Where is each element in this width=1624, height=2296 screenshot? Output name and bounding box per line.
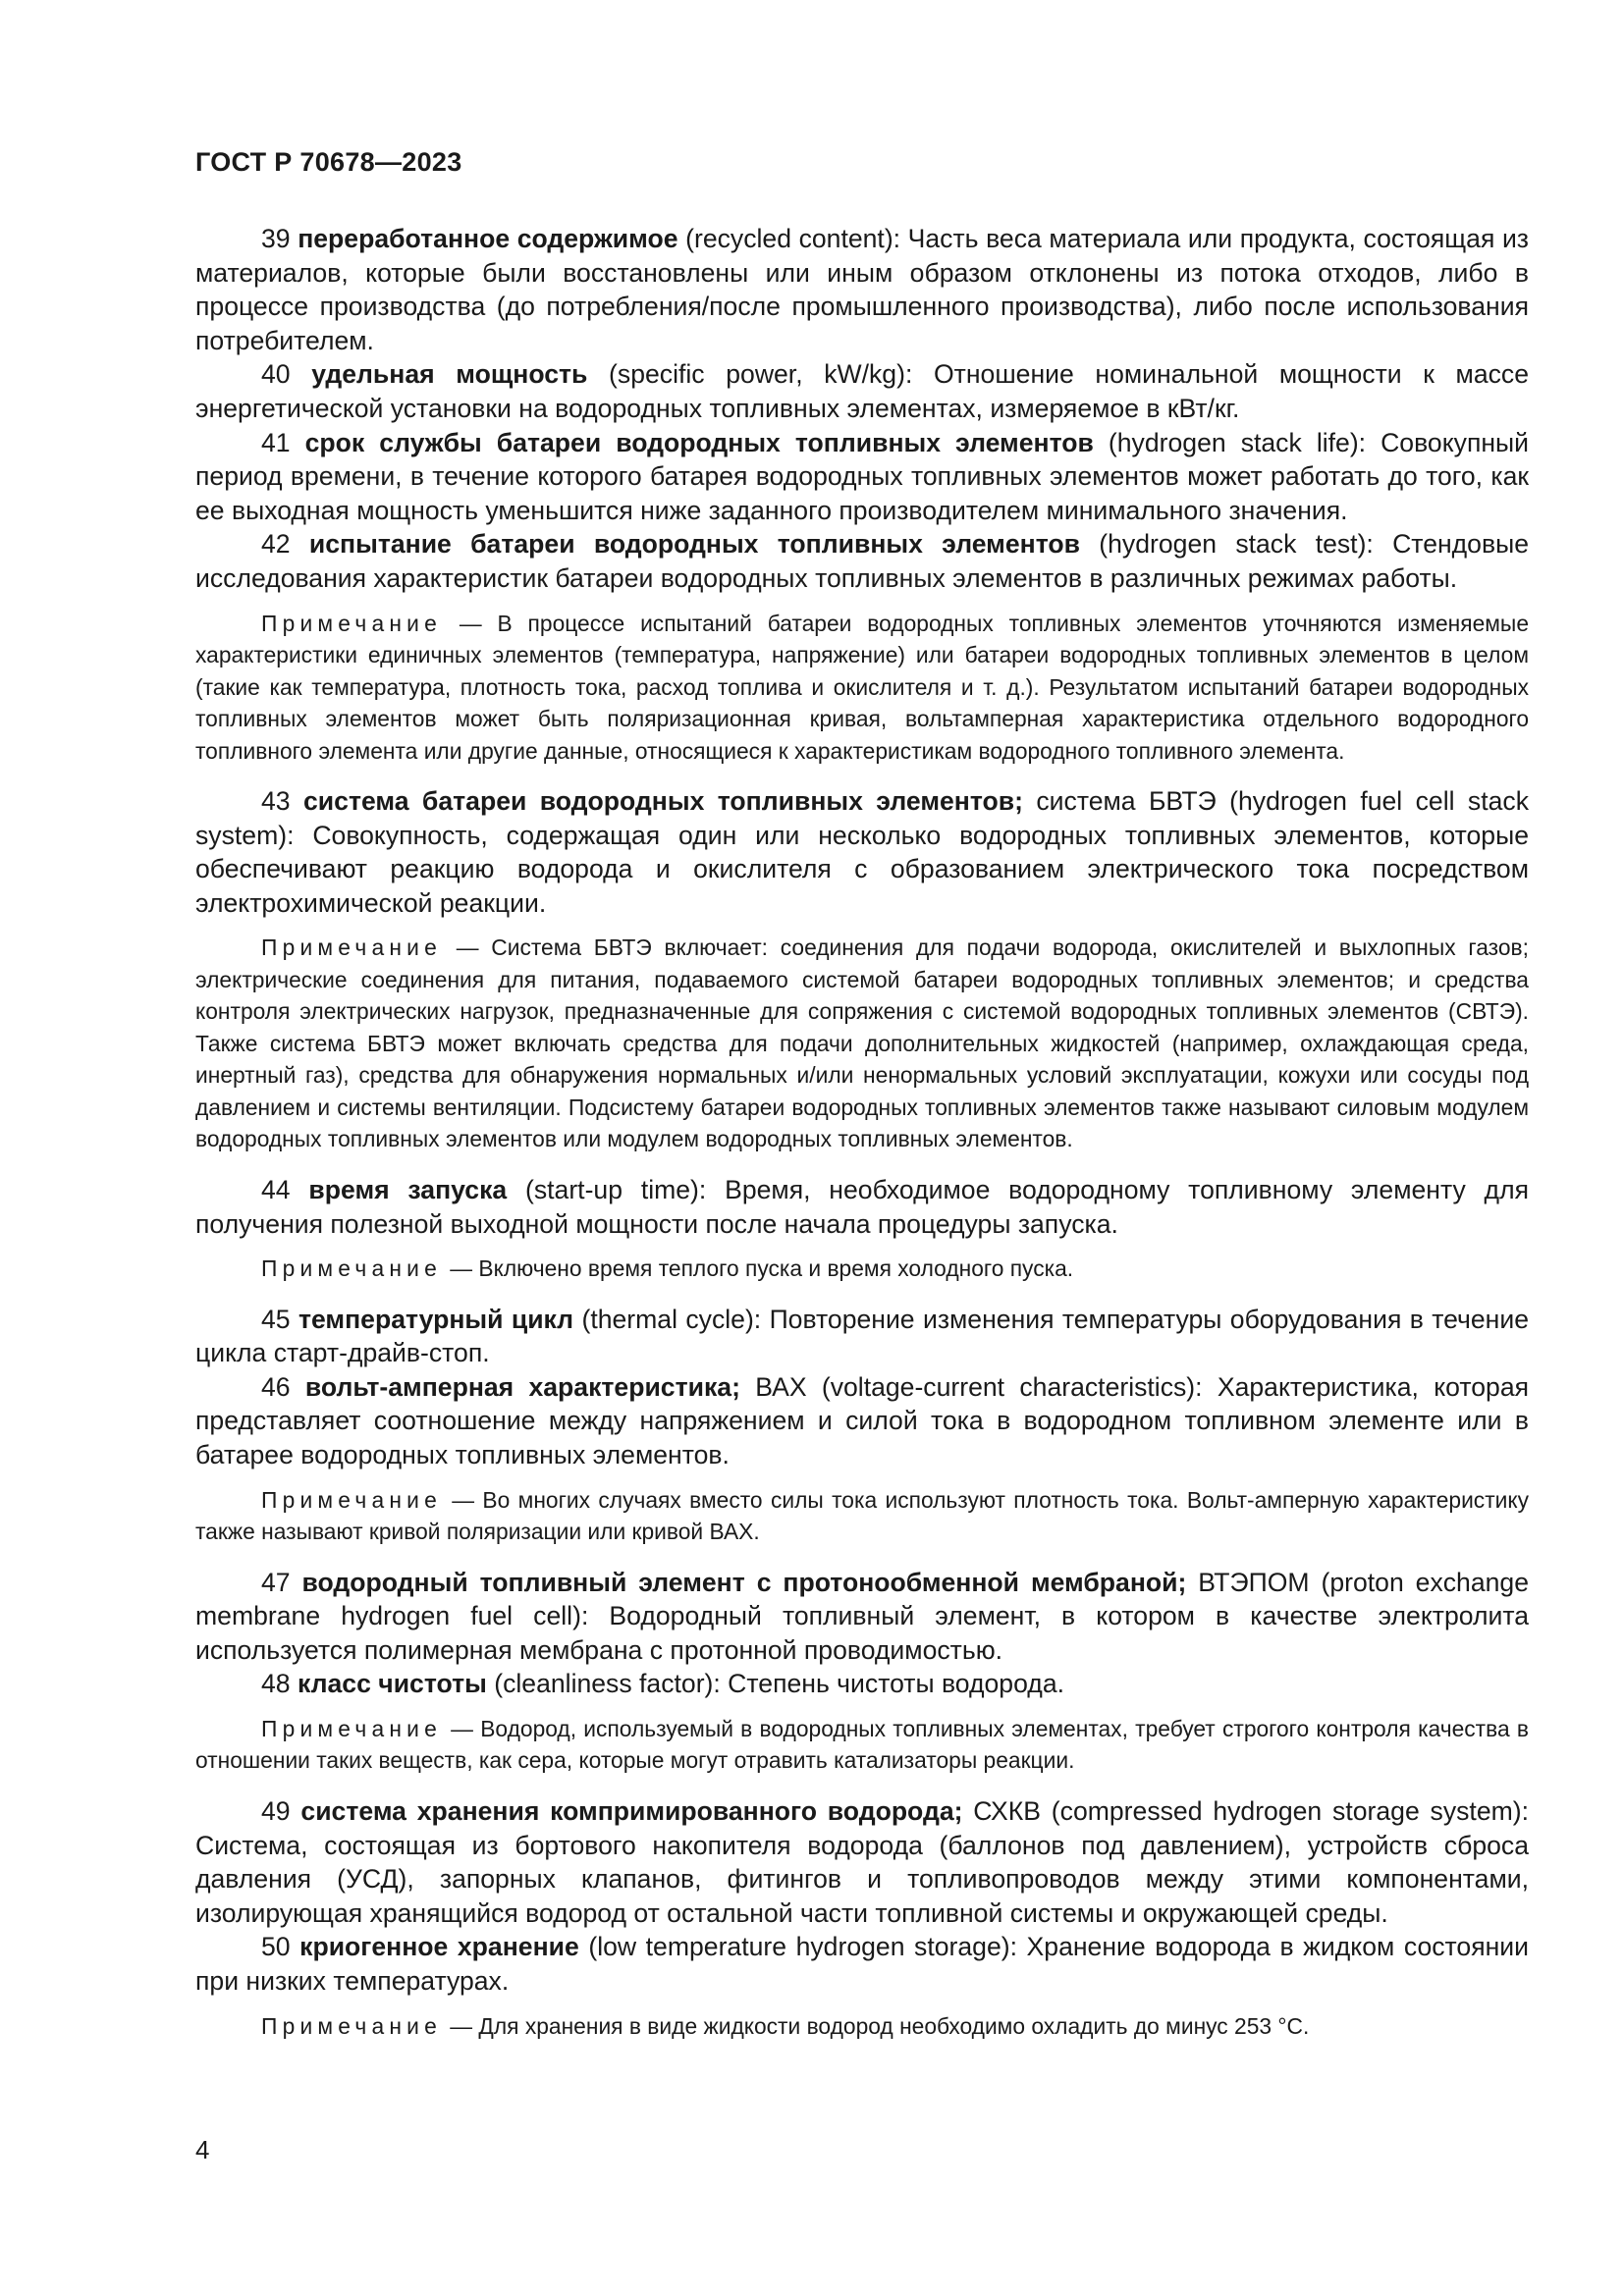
term-definition: (start-up time): Время, необходимое водородному топливному элементу для получения полезной выходной мощности после начала процедуры запуска.: [195, 1174, 1529, 1239]
term-entry-48: [195, 1667, 1529, 1701]
term-definition: система БВТЭ (hydrogen fuel cell stack system): Совокупность, содержащая один или несколько водородных топливных элементов, которые обеспечивают реакцию водорода и окислителя с образованием электрического тока посредством электрохимической реакции.: [195, 786, 1529, 918]
term-number: 41: [261, 427, 291, 457]
note-44: [195, 1253, 1529, 1285]
term-number: 48: [261, 1669, 291, 1699]
term-definition: (specific power, kW/kg): Отношение номинальной мощности к массе энергетической установки на водородных топливных элементах, измеряемое в кВт/кг.: [195, 359, 1529, 423]
term-definition: (low temperature hydrogen storage): Хранение водорода в жидком состоянии при низких температурах.: [195, 1932, 1530, 1996]
term-number: 46: [261, 1371, 291, 1402]
term-entry-39: [195, 222, 1529, 357]
term-name: испытание батареи водородных топливных элементов: [308, 529, 1080, 560]
term-entry-46: [195, 1370, 1529, 1472]
note-48: [195, 1713, 1529, 1777]
note-text: — Водород, используемый в водородных топливных элементах, требует строгого контроля качества в отношении таких веществ, как сера, которые могут отравить катализаторы реакции.: [195, 1715, 1529, 1774]
note-43: [195, 932, 1529, 1155]
term-name: срок службы батареи водородных топливных элементов: [304, 427, 1094, 457]
term-entry-45: [195, 1303, 1529, 1370]
term-name: криогенное хранение: [299, 1932, 579, 1962]
note-label: Примечание: [261, 1255, 442, 1282]
term-definition: (hydrogen stack life): Совокупный период времени, в течение которого батарея водородных топливных элементов может работать до того, как ее выходная мощность уменьшится ниже заданного производителем минимального значения.: [195, 427, 1530, 525]
note-46: [195, 1484, 1529, 1548]
term-number: 47: [261, 1567, 291, 1597]
term-definition: (thermal cycle): Повторение изменения температуры оборудования в течение цикла старт-драйв-стоп.: [195, 1304, 1529, 1368]
term-number: 50: [261, 1932, 291, 1962]
term-number: 42: [261, 529, 291, 560]
term-number: 44: [261, 1174, 291, 1204]
term-number: 43: [261, 786, 291, 817]
note-text: — Во многих случаях вместо силы тока используют плотность тока. Вольт-амперную характеристику также называют кривой поляризации или кривой ВАХ.: [195, 1486, 1529, 1545]
note-label: Примечание: [261, 1715, 442, 1741]
note-50: [195, 2010, 1529, 2043]
term-name: класс чистоты: [297, 1669, 487, 1699]
term-entry-50: [195, 1930, 1529, 1998]
term-name: система батареи водородных топливных элементов;: [303, 786, 1023, 817]
term-entry-43: [195, 784, 1529, 920]
note-label: Примечание: [261, 610, 442, 636]
term-name: переработанное содержимое: [298, 224, 678, 253]
note-label: Примечание: [261, 2012, 442, 2039]
page-number: 4: [195, 2135, 210, 2164]
term-number: 39: [261, 224, 291, 253]
term-name: время запуска: [308, 1174, 508, 1204]
term-name: система хранения компримированного водорода;: [300, 1795, 963, 1826]
term-definition: (recycled content): Часть веса материала или продукта, состоящая из материалов, которые были восстановлены или иным образом отклонены из потока отходов, либо в процессе производства (до потребления/после промышленного производства), либо после использования потребителем.: [195, 224, 1530, 355]
term-entry-47: [195, 1566, 1529, 1668]
note-text: — Включено время теплого пуска и время холодного пуска.: [443, 1255, 1074, 1282]
document-code-header: ГОСТ Р 70678—2023: [195, 147, 462, 177]
term-entry-49: [195, 1794, 1529, 1930]
term-number: 45: [261, 1304, 291, 1334]
term-definition: (hydrogen stack test): Стендовые исследования характеристик батареи водородных топливных элементов в различных режимах работы.: [195, 529, 1530, 593]
note-text: — В процессе испытаний батареи водородных топливных элементов уточняются изменяемые характеристики единичных элементов (температура, напряжение) или батареи водородных топливных элементов в целом (такие как температура, плотность тока, расход топлива и окислителя и т. д.). Результатом испытаний батареи водородных топливных элементов может быть поляризационная кривая, вольтамперная характеристика отдельного водородного топливного элемента или другие данные, относящиеся к характеристикам водородного топливного элемента.: [195, 610, 1529, 764]
terms-list: [195, 222, 1529, 2054]
term-definition: СХКВ (compressed hydrogen storage system): Система, состоящая из бортового накопителя водорода (баллонов под давлением), устройств сброса давления (УСД), запорных клапанов, фитингов и топливопроводов между этими компонентами, изолирующая хранящийся водород от остальной части топливной системы и окружающей среды.: [195, 1795, 1530, 1928]
term-entry-42: [195, 527, 1529, 595]
term-definition: ВТЭПОМ (proton exchange membrane hydrogen fuel cell): Водородный топливный элемент, в котором в качестве электролита используется полимерная мембрана с протонной проводимостью.: [195, 1567, 1529, 1665]
note-label: Примечание: [261, 1486, 442, 1513]
term-name: водородный топливный элемент с протонообменной мембраной;: [301, 1567, 1187, 1597]
term-name: удельная мощность: [311, 359, 588, 390]
note-text: — Для хранения в виде жидкости водород необходимо охладить до минус 253 °С.: [443, 2012, 1310, 2039]
term-definition: ВАХ (voltage-current characteristics): Характеристика, которая представляет соотношение между напряжением и силой тока в водородном топливном элементе или в батарее водородных топливных элементов.: [195, 1371, 1530, 1469]
term-definition: (cleanliness factor): Степень чистоты водорода.: [486, 1669, 1064, 1699]
note-label: Примечание: [261, 934, 442, 961]
term-entry-40: [195, 357, 1529, 425]
term-name: температурный цикл: [298, 1304, 574, 1334]
term-entry-41: [195, 426, 1529, 528]
term-number: 40: [261, 359, 291, 390]
term-name: вольт-амперная характеристика;: [304, 1371, 740, 1402]
term-entry-44: [195, 1173, 1529, 1241]
note-42: [195, 608, 1529, 768]
term-number: 49: [261, 1795, 291, 1826]
note-text: — Система БВТЭ включает: соединения для подачи водорода, окислителей и выхлопных газов; электрические соединения для питания, подаваемого системой батареи водородных топливных элементов; и средства контроля электрических нагрузок, предназначенные для сопряжения с системой водородных топливных элементов (СВТЭ). Также система БВТЭ может включать средства для подачи дополнительных жидкостей (например, охлаждающая среда, инертный газ), средства для обнаружения нормальных и/или ненормальных условий эксплуатации, кожухи или сосуды под давлением и системы вентиляции. Подсистему батареи водородных топливных элементов также называют силовым модулем водородных топливных элементов или модулем водородных топливных элементов.: [195, 934, 1529, 1152]
